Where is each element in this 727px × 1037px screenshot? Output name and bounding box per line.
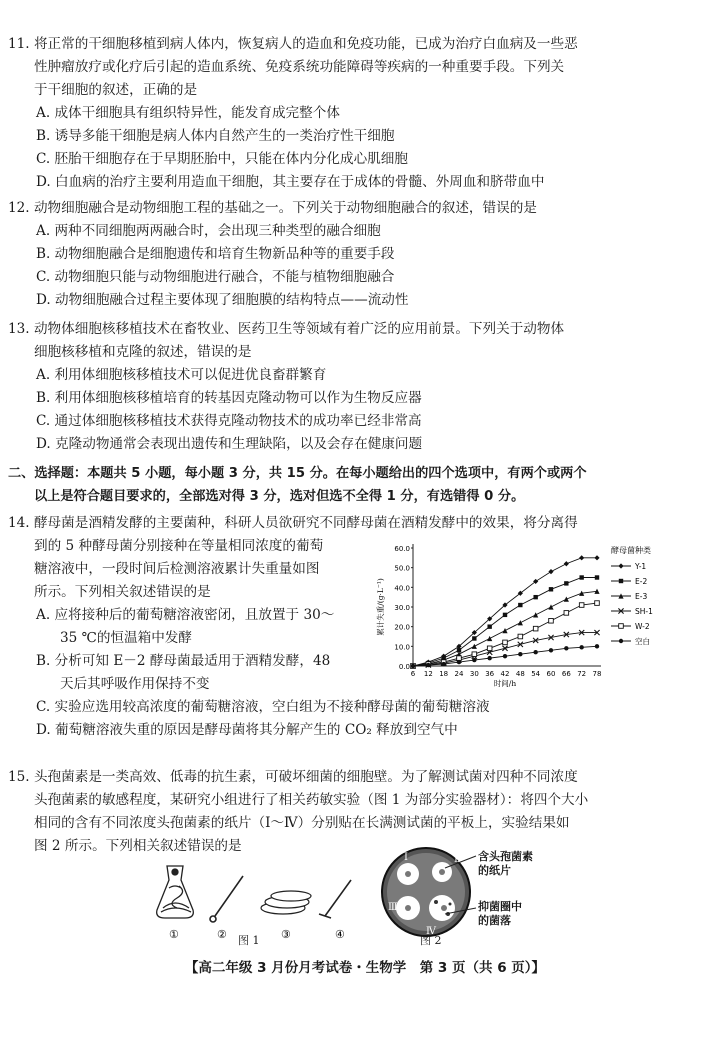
q12-option-d[interactable]: D. 动物细胞融合过程主要体现了细胞膜的结构特点——流动性 bbox=[36, 292, 409, 308]
disc-label-IV: Ⅳ bbox=[426, 926, 436, 937]
section-2-line-2: 以上是符合题目要求的，全部选对得 3 分，选对但选不全得 1 分，有选错得 0 分。 bbox=[34, 489, 525, 504]
fig2-label-disc bbox=[478, 850, 533, 878]
q14-option-d[interactable]: D. 葡萄糖溶液失重的原因是酵母菌将其分解产生的 CO₂ 释放到空气中 bbox=[36, 722, 458, 738]
q11-stem-line-1: 11. 将正常的干细胞移植到病人体内，恢复病人的造血和免疫功能，已成为治疗白血病及一些恶 bbox=[8, 36, 578, 52]
x-tick-label: 54 bbox=[531, 670, 541, 678]
point-marker bbox=[579, 645, 583, 649]
q15-line-3: 相同的含有不同浓度头孢菌素的纸片（Ⅰ～Ⅳ）分别贴在长满测试菌的平板上，实验结果如 bbox=[34, 815, 570, 831]
q11-option-c[interactable]: C. 胚胎干细胞存在于早期胚胎中，只能在体内分化成心肌细胞 bbox=[36, 151, 408, 167]
q14-option-a-line-2: 35 ℃的恒温箱中发酵 bbox=[60, 630, 192, 646]
q11-stem-line-3: 于干细胞的叙述，正确的是 bbox=[34, 82, 198, 98]
y-tick-label: 50.0 bbox=[394, 564, 410, 573]
point-marker bbox=[518, 620, 523, 625]
x-axis-title: 时间/h bbox=[493, 679, 517, 688]
point-marker bbox=[533, 612, 538, 617]
point-marker bbox=[619, 639, 623, 643]
point-marker bbox=[502, 646, 507, 651]
figure-2-leader-lines bbox=[440, 850, 480, 930]
point-marker bbox=[595, 601, 600, 606]
legend-item-E-3 bbox=[611, 592, 647, 601]
legend-label: SH-1 bbox=[635, 607, 653, 616]
fermentation-line-chart bbox=[375, 538, 710, 688]
point-marker bbox=[549, 587, 553, 591]
chart-axes bbox=[375, 544, 601, 688]
q14-line-2: 到的 5 种酵母菌分别接种在等量相同浓度的葡萄 bbox=[34, 538, 324, 554]
q11-stem-line-2: 性肿瘤放疗或化疗后引起的造血系统、免疫系统功能障碍等疾病的一种重要手段。下列关 bbox=[34, 59, 565, 75]
legend-title: 酵母菌种类 bbox=[611, 546, 651, 555]
fig2-label-disc-line-1: 含头孢菌素 bbox=[478, 850, 533, 863]
legend-label: 空白 bbox=[635, 637, 650, 646]
q15-line-2: 头孢菌素的敏感程度，某研究小组进行了相关药敏实验（图 1 为部分实验器材）：将四个大小 bbox=[34, 792, 589, 808]
inoculation-loop-icon bbox=[210, 876, 243, 922]
fig2-label-disc-line-2: 的纸片 bbox=[478, 864, 511, 877]
y-tick-label: 60.0 bbox=[394, 545, 410, 553]
legend-item-W-2 bbox=[611, 622, 650, 631]
point-marker bbox=[518, 634, 523, 639]
fig2-label-colony bbox=[478, 900, 522, 928]
point-marker bbox=[579, 603, 584, 608]
fig1-item-1: ① bbox=[169, 928, 179, 941]
q14-option-c[interactable]: C. 实验应选用较高浓度的葡萄糖溶液，空白组为不接种酵母菌的葡萄糖溶液 bbox=[36, 699, 490, 715]
point-marker bbox=[564, 611, 569, 616]
q13-option-b[interactable]: B. 利用体细胞核移植培育的转基因克隆动物可以作为生物反应器 bbox=[36, 390, 422, 406]
y-axis-title: 累计失重/(g·L⁻¹) bbox=[376, 578, 385, 636]
x-tick-label: 24 bbox=[454, 670, 464, 678]
q13-option-a[interactable]: A. 利用体细胞核移植技术可以促进优良畜群繁育 bbox=[36, 367, 327, 383]
point-marker bbox=[594, 555, 599, 560]
point-marker bbox=[564, 561, 569, 566]
point-marker bbox=[502, 628, 507, 633]
q14-option-b-line-2: 天后其呼吸作用保持不变 bbox=[60, 676, 210, 692]
point-marker bbox=[503, 654, 507, 658]
point-marker bbox=[441, 662, 445, 666]
y-tick-label: 40.0 bbox=[394, 584, 410, 593]
question-11 bbox=[8, 33, 708, 194]
legend-item-SH-1 bbox=[611, 607, 653, 616]
disc-label-II: Ⅱ bbox=[454, 854, 461, 865]
point-marker bbox=[411, 664, 415, 668]
q11-option-b[interactable]: B. 诱导多能干细胞是病人体内自然产生的一类治疗性干细胞 bbox=[36, 128, 395, 144]
fig1-item-4: ④ bbox=[335, 928, 345, 941]
point-marker bbox=[548, 569, 553, 574]
x-tick-label: 42 bbox=[500, 670, 510, 678]
legend-label: E-2 bbox=[635, 577, 648, 586]
point-marker bbox=[503, 640, 508, 645]
point-marker bbox=[472, 652, 477, 657]
legend-item-E-2 bbox=[611, 577, 647, 586]
x-tick-label: 66 bbox=[561, 670, 571, 678]
legend-label: E-3 bbox=[635, 592, 648, 601]
point-marker bbox=[457, 660, 461, 664]
point-marker bbox=[472, 636, 476, 640]
point-marker bbox=[595, 644, 599, 648]
disc-label-I: Ⅰ bbox=[404, 852, 408, 863]
fig1-item-3: ③ bbox=[281, 928, 291, 941]
point-marker bbox=[533, 626, 538, 631]
legend-item-空白 bbox=[611, 636, 650, 646]
fig1-item-2: ② bbox=[217, 928, 227, 941]
q13-option-c[interactable]: C. 通过体细胞核移植技术获得克隆动物技术的成功率已经非常高 bbox=[36, 413, 422, 429]
series-line bbox=[413, 558, 597, 666]
point-marker bbox=[518, 652, 522, 656]
point-marker bbox=[564, 581, 568, 585]
point-marker bbox=[426, 663, 430, 667]
point-marker bbox=[487, 646, 492, 651]
point-marker bbox=[518, 642, 523, 647]
point-marker bbox=[549, 648, 553, 652]
legend-label: W-2 bbox=[635, 622, 650, 631]
point-marker bbox=[549, 618, 554, 623]
point-marker bbox=[564, 597, 569, 602]
point-marker bbox=[618, 563, 623, 568]
figure-1-caption: 图 1 bbox=[238, 934, 260, 947]
q14-line-3: 糖溶液中，一段时间后检测溶液累计失重量如图 bbox=[34, 561, 320, 577]
point-marker bbox=[472, 658, 476, 662]
q15-line-4: 图 2 所示。下列相关叙述错误的是 bbox=[34, 838, 242, 854]
spreader-icon bbox=[319, 880, 351, 918]
q14-option-b-line-1[interactable]: B. 分析可知 E－2 酵母菌最适用于酒精发酵，48 bbox=[36, 653, 331, 669]
section-2-line-1: 二、选择题：本题共 5 小题，每小题 3 分，共 15 分。在每小题给出的四个选项中，有两个或两个 bbox=[8, 466, 587, 481]
x-tick-label: 6 bbox=[410, 670, 416, 678]
point-marker bbox=[533, 595, 537, 599]
petri-dish-icon bbox=[261, 891, 311, 914]
q12-option-c[interactable]: C. 动物细胞只能与动物细胞进行融合，不能与植物细胞融合 bbox=[36, 269, 395, 285]
q14-option-a-line-1[interactable]: A. 应将接种后的葡萄糖溶液密闭，且放置于 30～ bbox=[36, 607, 335, 623]
x-tick-label: 18 bbox=[439, 670, 449, 678]
q13-option-d[interactable]: D. 克隆动物通常会表现出遗传和生理缺陷，以及会存在健康问题 bbox=[36, 436, 423, 452]
series-line bbox=[413, 578, 597, 667]
question-15 bbox=[8, 766, 708, 858]
q11-option-d[interactable]: D. 白血病的治疗主要利用造血干细胞，其主要存在于成体的骨髓、外周血和脐带血中 bbox=[36, 174, 545, 190]
fig2-label-colony-line-2: 的菌落 bbox=[478, 914, 511, 927]
y-tick-label: 0.0 bbox=[398, 663, 410, 671]
q14-line-4: 所示。下列相关叙述错误的是 bbox=[34, 584, 211, 600]
x-tick-label: 48 bbox=[515, 670, 525, 678]
chart-legend bbox=[611, 545, 653, 646]
q12-option-b[interactable]: B. 动物细胞融合是细胞遗传和培育生物新品种等的重要手段 bbox=[36, 246, 395, 262]
point-marker bbox=[457, 656, 462, 661]
point-marker bbox=[487, 656, 491, 660]
q12-stem: 12. 动物细胞融合是动物细胞工程的基础之一。下列关于动物细胞融合的叙述，错误的是 bbox=[8, 200, 537, 216]
point-marker bbox=[619, 624, 624, 629]
legend-label: Y-1 bbox=[635, 562, 647, 571]
flask-icon bbox=[157, 866, 194, 918]
y-tick-label: 10.0 bbox=[394, 643, 410, 652]
point-marker bbox=[579, 555, 584, 560]
point-marker bbox=[503, 613, 507, 617]
y-tick-label: 20.0 bbox=[394, 623, 410, 632]
y-tick-label: 30.0 bbox=[394, 604, 410, 612]
q11-option-a[interactable]: A. 成体干细胞具有组织特异性，能发育成完整个体 bbox=[36, 105, 340, 121]
q13-stem-line-1: 13. 动物体细胞核移植技术在畜牧业、医药卫生等领域有着广泛的应用前景。下列关于动物体 bbox=[8, 321, 565, 337]
section-2-header bbox=[8, 462, 708, 508]
point-marker bbox=[487, 624, 491, 628]
question-13 bbox=[8, 318, 708, 456]
x-tick-label: 36 bbox=[485, 670, 495, 678]
point-marker bbox=[487, 636, 492, 641]
x-tick-label: 60 bbox=[546, 670, 556, 678]
q13-stem-line-2: 细胞核移植和克隆的叙述，错误的是 bbox=[34, 344, 252, 360]
q14-line-1: 14. 酵母菌是酒精发酵的主要菌种，科研人员欲研究不同酵母菌在酒精发酵中的效果，将分离得 bbox=[8, 515, 578, 531]
point-marker bbox=[579, 575, 583, 579]
disc-label-III: Ⅲ bbox=[388, 902, 398, 913]
legend-item-Y-1 bbox=[611, 562, 646, 571]
q15-line-1: 15. 头孢菌素是一类高效、低毒的抗生素，可破坏细菌的细胞壁。为了解测试菌对四种不同浓度 bbox=[8, 769, 578, 785]
series-Y-1 bbox=[410, 555, 599, 668]
fig2-label-colony-line-1: 抑菌圈中 bbox=[478, 900, 522, 913]
figure-1-equipment bbox=[155, 858, 375, 948]
x-tick-label: 72 bbox=[577, 670, 587, 678]
chart-series-group bbox=[410, 555, 599, 668]
page-footer: 【高二年级 3 月份月考试卷・生物学 第 3 页（共 6 页）】 bbox=[184, 960, 546, 976]
point-marker bbox=[595, 575, 599, 579]
point-marker bbox=[472, 644, 477, 649]
x-tick-label: 30 bbox=[469, 670, 479, 678]
point-marker bbox=[564, 646, 568, 650]
point-marker bbox=[533, 650, 537, 654]
point-marker bbox=[619, 579, 623, 583]
q12-option-a[interactable]: A. 两种不同细胞两两融合时，会出现三种类型的融合细胞 bbox=[36, 223, 381, 239]
question-12 bbox=[8, 197, 708, 312]
x-tick-label: 78 bbox=[592, 670, 602, 678]
point-marker bbox=[518, 603, 522, 607]
x-tick-label: 12 bbox=[423, 670, 433, 678]
point-marker bbox=[548, 604, 553, 609]
figure-2-caption: 图 2 bbox=[420, 934, 442, 947]
